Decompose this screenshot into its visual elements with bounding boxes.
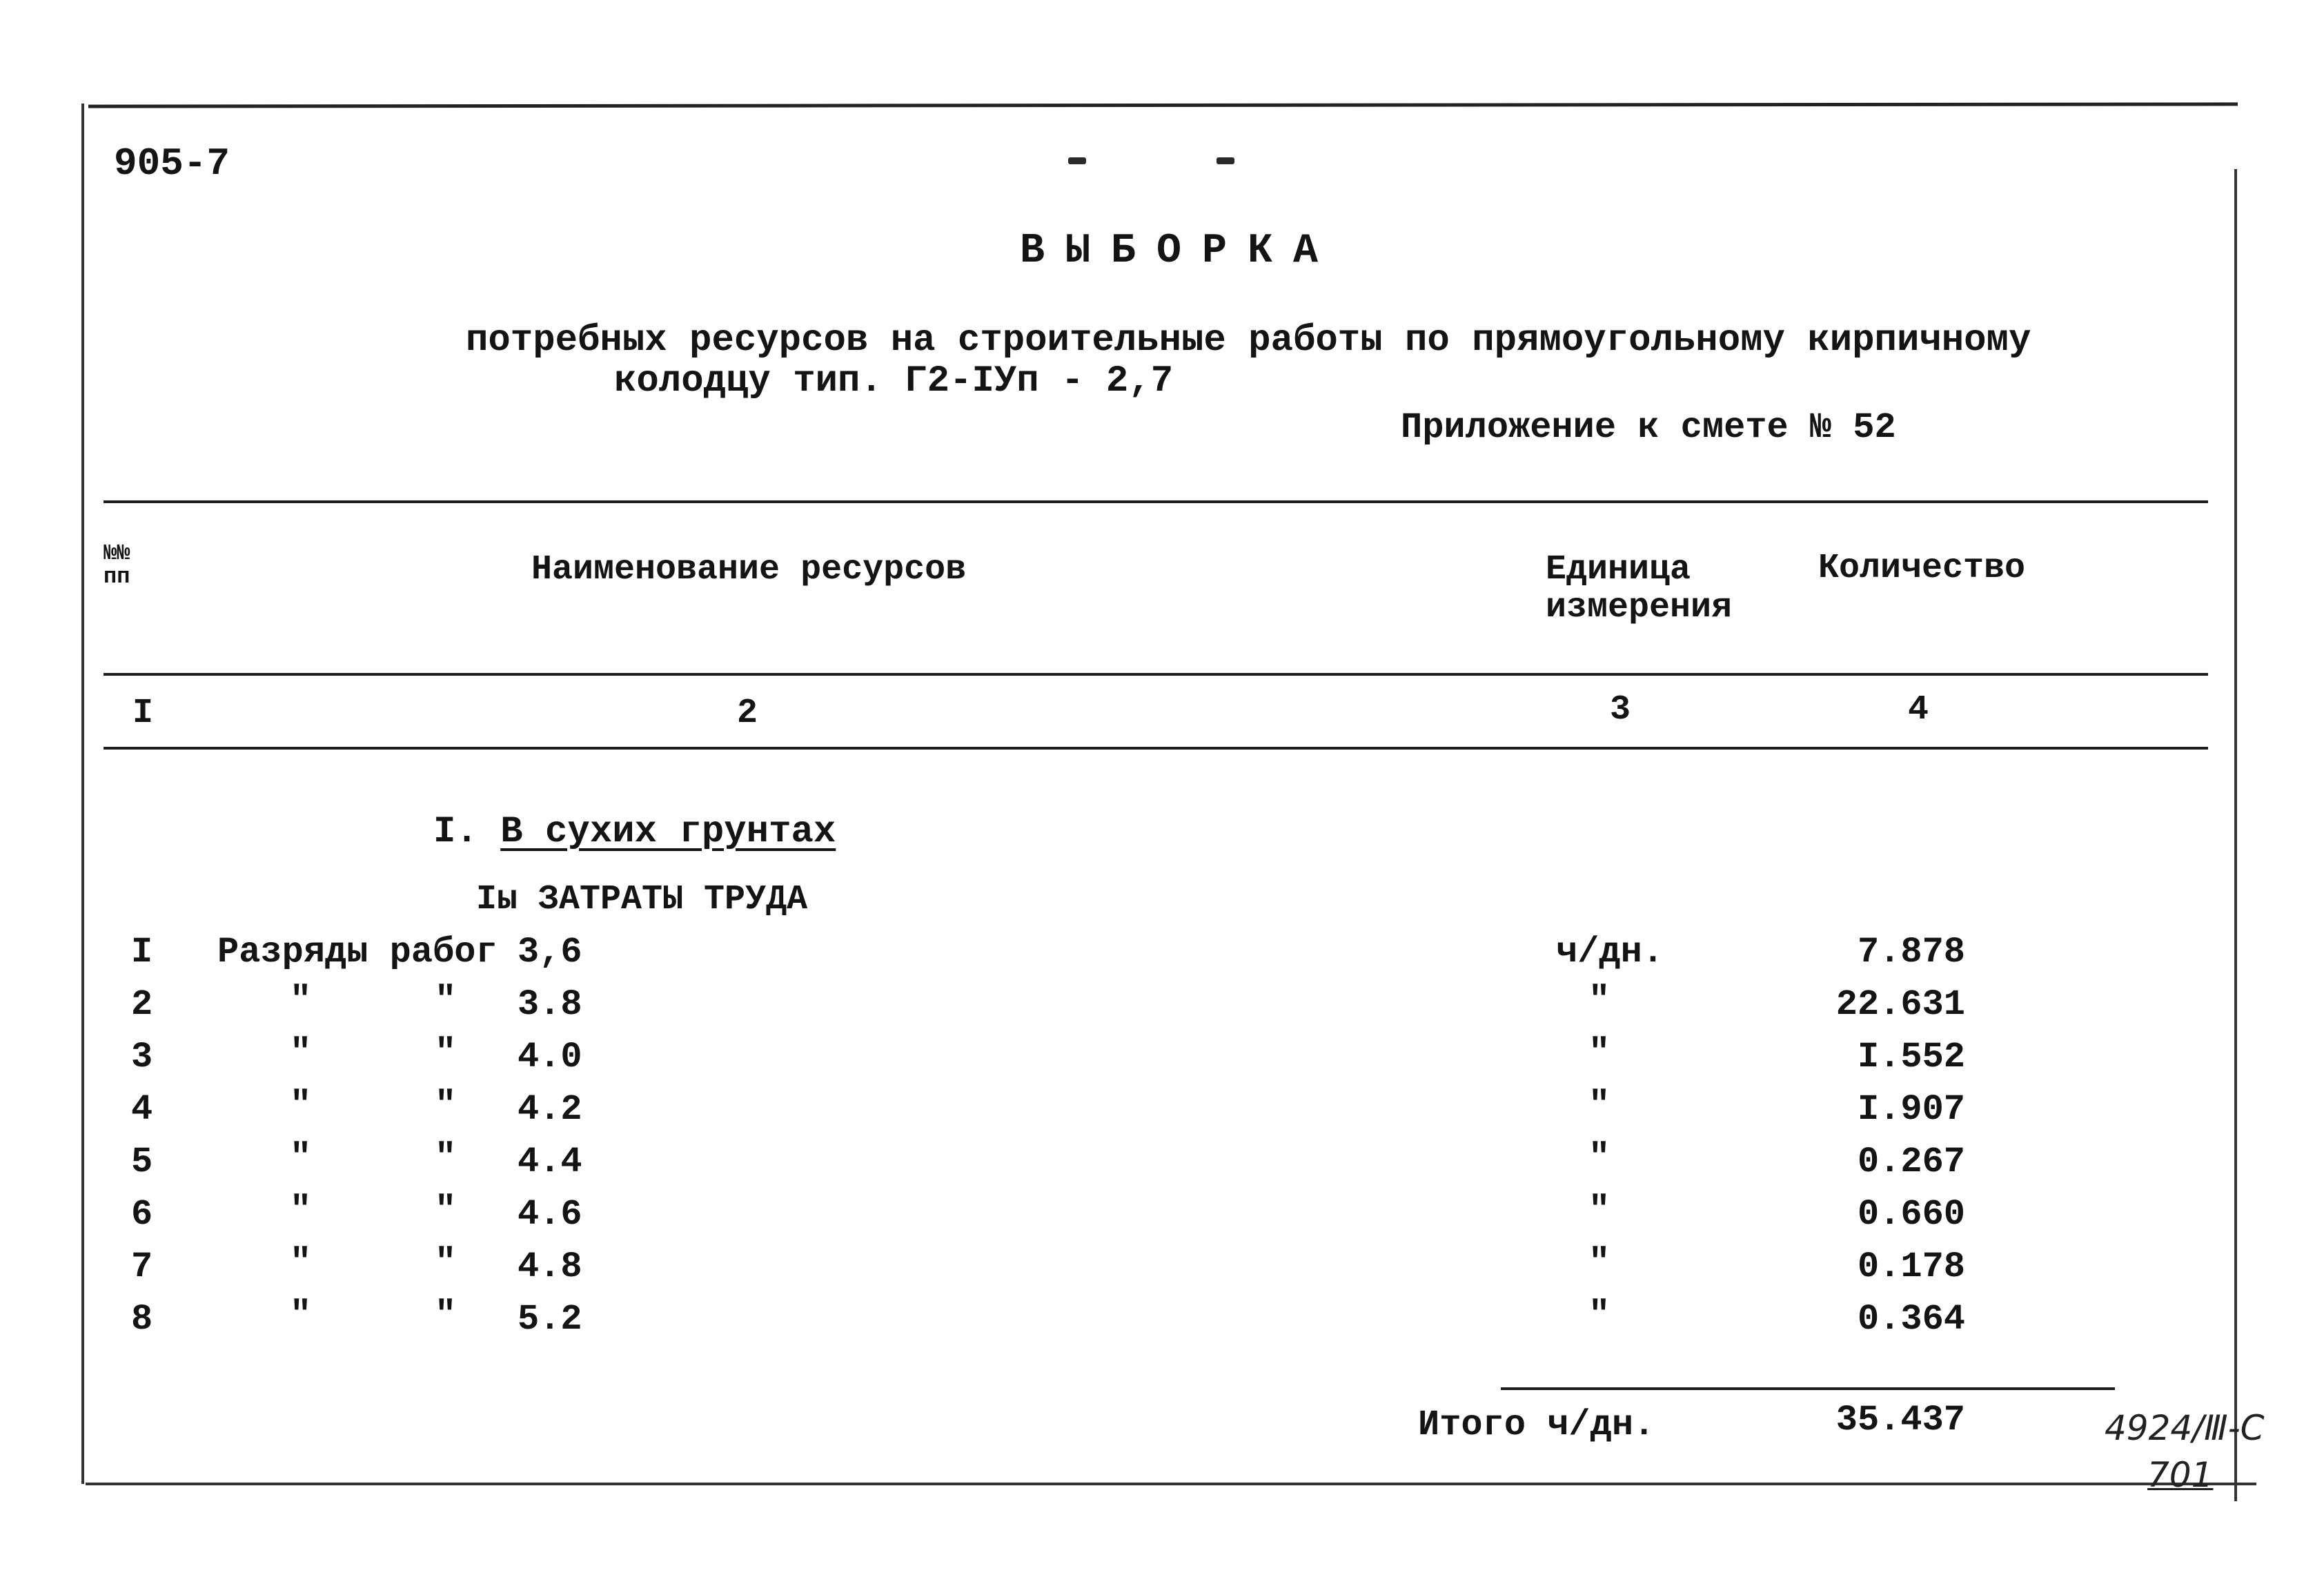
quantity-value: 7.878 — [1857, 932, 1965, 973]
page-mark-left — [1068, 157, 1086, 164]
resource-name: Разряды рабог — [217, 932, 498, 973]
grade-value: 4.6 — [518, 1194, 582, 1235]
unit-value: ч/дн. — [1556, 932, 1664, 973]
row-number: 2 — [131, 984, 153, 1025]
unit-value: " — [1588, 1085, 1611, 1126]
total-label: Итого ч/дн. — [1418, 1405, 1655, 1445]
column-header-resource-name: Наименование ресурсов — [531, 550, 967, 589]
frame-right-line — [2234, 169, 2237, 1501]
row-number: 4 — [131, 1089, 153, 1130]
ditto-mark: " — [290, 1190, 312, 1231]
page-mark-right — [1217, 157, 1234, 164]
grade-value: 3,6 — [518, 932, 582, 973]
ditto-mark: " — [290, 1085, 312, 1126]
grade-value: 4.8 — [518, 1247, 582, 1287]
column-header-unit-line-2: измерения — [1546, 588, 1733, 627]
ditto-mark: " — [435, 1190, 457, 1231]
quantity-value: I.907 — [1857, 1089, 1965, 1130]
unit-value: " — [1588, 1242, 1611, 1283]
table-top-rule — [104, 500, 2208, 503]
row-number: I — [131, 932, 153, 973]
row-number: 6 — [131, 1194, 153, 1235]
ditto-mark: " — [435, 1242, 457, 1283]
ditto-mark: " — [290, 1242, 312, 1283]
column-header-quantity: Количество — [1818, 549, 2026, 588]
column-numbers-rule — [104, 747, 2208, 750]
ditto-mark: " — [435, 1033, 457, 1073]
row-number: 3 — [131, 1037, 153, 1077]
grade-value: 4.0 — [518, 1037, 582, 1077]
column-number-3: 3 — [1610, 690, 1631, 730]
quantity-value: 0.178 — [1857, 1247, 1965, 1287]
row-number: 5 — [131, 1142, 153, 1182]
row-number: 7 — [131, 1247, 153, 1287]
quantity-value: I.552 — [1857, 1037, 1965, 1077]
quantity-value: 0.660 — [1857, 1194, 1965, 1235]
ditto-mark: " — [435, 1137, 457, 1178]
column-header-unit-line-1: Единица — [1546, 550, 1691, 589]
grade-value: 3.8 — [518, 984, 582, 1025]
frame-bottom-line — [86, 1483, 2256, 1485]
ditto-mark: " — [290, 980, 312, 1021]
quantity-value: 22.631 — [1835, 984, 1965, 1025]
archive-stamp-line-1: 4924/Ⅲ-С — [2105, 1408, 2265, 1448]
ditto-mark: " — [435, 1295, 457, 1336]
ditto-mark: " — [290, 1033, 312, 1073]
frame-left-line — [81, 104, 84, 1484]
document-subtitle-line-2: колодцу тип. Г2-IУп - 2,7 — [614, 360, 1174, 402]
archive-stamp-line-2: 701 — [2147, 1455, 2214, 1495]
ditto-mark: " — [290, 1137, 312, 1178]
unit-value: " — [1588, 1295, 1611, 1336]
unit-value: " — [1588, 1033, 1611, 1073]
document-title: ВЫБОРКА — [1020, 228, 1339, 275]
ditto-mark: " — [435, 1085, 457, 1126]
ditto-mark: " — [290, 1295, 312, 1336]
total-value: 35.437 — [1835, 1400, 1965, 1440]
column-number-1: I — [132, 694, 154, 733]
subsection-title: Iы ЗАТРАТЫ ТРУДА — [476, 880, 808, 919]
column-number-4: 4 — [1908, 690, 1929, 730]
grade-value: 4.4 — [518, 1142, 582, 1182]
quantity-value: 0.267 — [1857, 1142, 1965, 1182]
column-number-2: 2 — [737, 694, 758, 733]
quantity-value: 0.364 — [1857, 1299, 1965, 1340]
section-title-text: В сухих грунтах — [500, 811, 836, 853]
unit-value: " — [1588, 1137, 1611, 1178]
table-header-rule — [104, 673, 2208, 676]
section-title — [433, 811, 836, 853]
unit-value: " — [1588, 1190, 1611, 1231]
column-header-row-number: №№ пп — [104, 540, 130, 589]
appendix-reference: Приложение к смете № 52 — [1401, 407, 1896, 448]
total-rule — [1501, 1387, 2115, 1390]
document-subtitle-line-1: потребных ресурсов на строительные работы по прямоугольному кирпичному — [466, 320, 2031, 362]
grade-value: 4.2 — [518, 1089, 582, 1130]
ditto-mark: " — [435, 980, 457, 1021]
unit-value: " — [1588, 980, 1611, 1021]
grade-value: 5.2 — [518, 1299, 582, 1340]
frame-top-line — [88, 102, 2238, 108]
document-number: 905-7 — [114, 141, 230, 186]
section-title-prefix: I. — [433, 811, 478, 853]
row-number: 8 — [131, 1299, 153, 1340]
